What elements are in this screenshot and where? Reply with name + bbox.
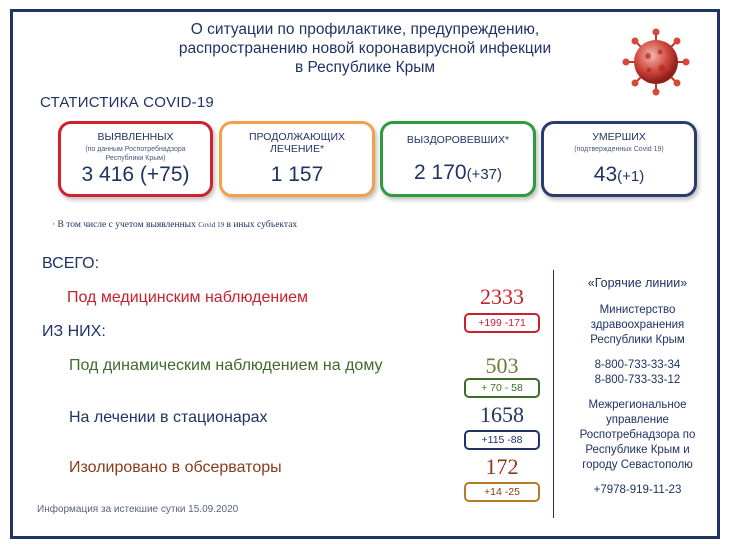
- hotlines-title: «Горячие линии»: [587, 276, 688, 290]
- row-value-home-observation: 503: [485, 353, 519, 378]
- row-delta-medical-observation: +199 -171: [464, 313, 540, 333]
- row-label-hospital: На лечении в стационарах: [69, 409, 268, 426]
- card-value: [383, 161, 533, 185]
- hotline-org-line: управление: [606, 414, 669, 426]
- card-in-treatment: [219, 121, 375, 197]
- card-value-delta: (+1): [617, 168, 645, 185]
- row-label-medical-observation: Под медицинским наблюдением: [67, 289, 309, 306]
- row-delta-home-observation: + 70 - 58: [464, 378, 540, 398]
- card-label: [222, 131, 372, 155]
- row-value-medical-observation: 2333: [480, 284, 524, 309]
- card-value: [544, 163, 694, 187]
- title-line-3: в Республике Крым: [294, 59, 436, 76]
- hotline-org-line: Роспотребнадзора по: [579, 429, 696, 441]
- hotline-org-line: городу Севастополю: [582, 459, 693, 471]
- card-value-main: 2 170: [414, 161, 467, 184]
- coronavirus-icon: [612, 28, 700, 96]
- card-value-main: 43: [593, 163, 618, 186]
- footnote-prefix: · В том числе с учетом выявленных: [52, 220, 199, 230]
- card-detected: [58, 121, 213, 197]
- card-label: УМЕРШИХ: [592, 131, 646, 143]
- total-heading: ВСЕГО:: [42, 255, 100, 272]
- hotline-org-line: Республики Крым: [590, 334, 685, 346]
- card-value: [222, 163, 372, 187]
- card-label-line: ПРОДОЛЖАЮЩИХ: [248, 131, 345, 143]
- hotline-org-line: здравоохранения: [590, 319, 685, 331]
- card-value-delta: (+37): [466, 166, 502, 183]
- hotline-org-line: Республике Крым и: [585, 444, 690, 456]
- card-sub: (подтвержденных Covid 19): [574, 146, 664, 153]
- info-date: Информация за истекшие сутки 15.09.2020: [37, 504, 239, 515]
- footnote-suffix: в иных субъектах: [224, 220, 298, 230]
- card-sub-line: Республики Крым): [105, 155, 166, 162]
- of-them-heading: ИЗ НИХ:: [42, 323, 106, 340]
- card-value-main: 1 157: [270, 163, 324, 186]
- row-label-observatories: Изолировано в обсерваторы: [69, 459, 282, 476]
- page-title: [150, 20, 580, 77]
- title-line-2: распространению новой коронавирусной инфекции: [178, 40, 552, 57]
- card-sub: [61, 145, 210, 163]
- card-value-main: 3 416 (+75): [81, 163, 190, 186]
- card-value: [61, 163, 210, 187]
- title-line-1: О ситуации по профилактике, предупреждению,: [190, 21, 540, 38]
- row-label-home-observation: Под динамическим наблюдением на дому: [69, 357, 383, 374]
- footnote-covid: Covid 19: [198, 221, 225, 229]
- card-label: ВЫЗДОРОВЕВШИХ*: [406, 134, 510, 146]
- card-sub-line: (по данным Роспотребнадзора: [85, 146, 186, 153]
- hotline-phone[interactable]: 8-800-733-33-12: [594, 374, 681, 386]
- card-recovered: [380, 121, 536, 197]
- row-delta-observatories: +14 -25: [464, 482, 540, 502]
- stats-heading: СТАТИСТИКА COVID-19: [40, 94, 214, 111]
- row-delta-hospital: +115 -88: [464, 430, 540, 450]
- row-value-observatories: 172: [485, 454, 519, 479]
- card-deaths: [541, 121, 697, 197]
- hotline-phone[interactable]: 8-800-733-33-34: [594, 359, 681, 371]
- divider: [553, 270, 554, 518]
- hotline-phone[interactable]: +7978-919-11-23: [593, 484, 682, 496]
- hotline-org-line: Министерство: [599, 304, 676, 316]
- hotlines-panel: [570, 276, 705, 498]
- card-label-line: ЛЕЧЕНИЕ*: [269, 143, 325, 155]
- footnote: [52, 220, 297, 230]
- card-label: ВЫЯВЛЕННЫХ: [97, 131, 174, 143]
- row-value-hospital: 1658: [480, 402, 524, 427]
- hotline-org-line: Межрегиональное: [588, 399, 687, 411]
